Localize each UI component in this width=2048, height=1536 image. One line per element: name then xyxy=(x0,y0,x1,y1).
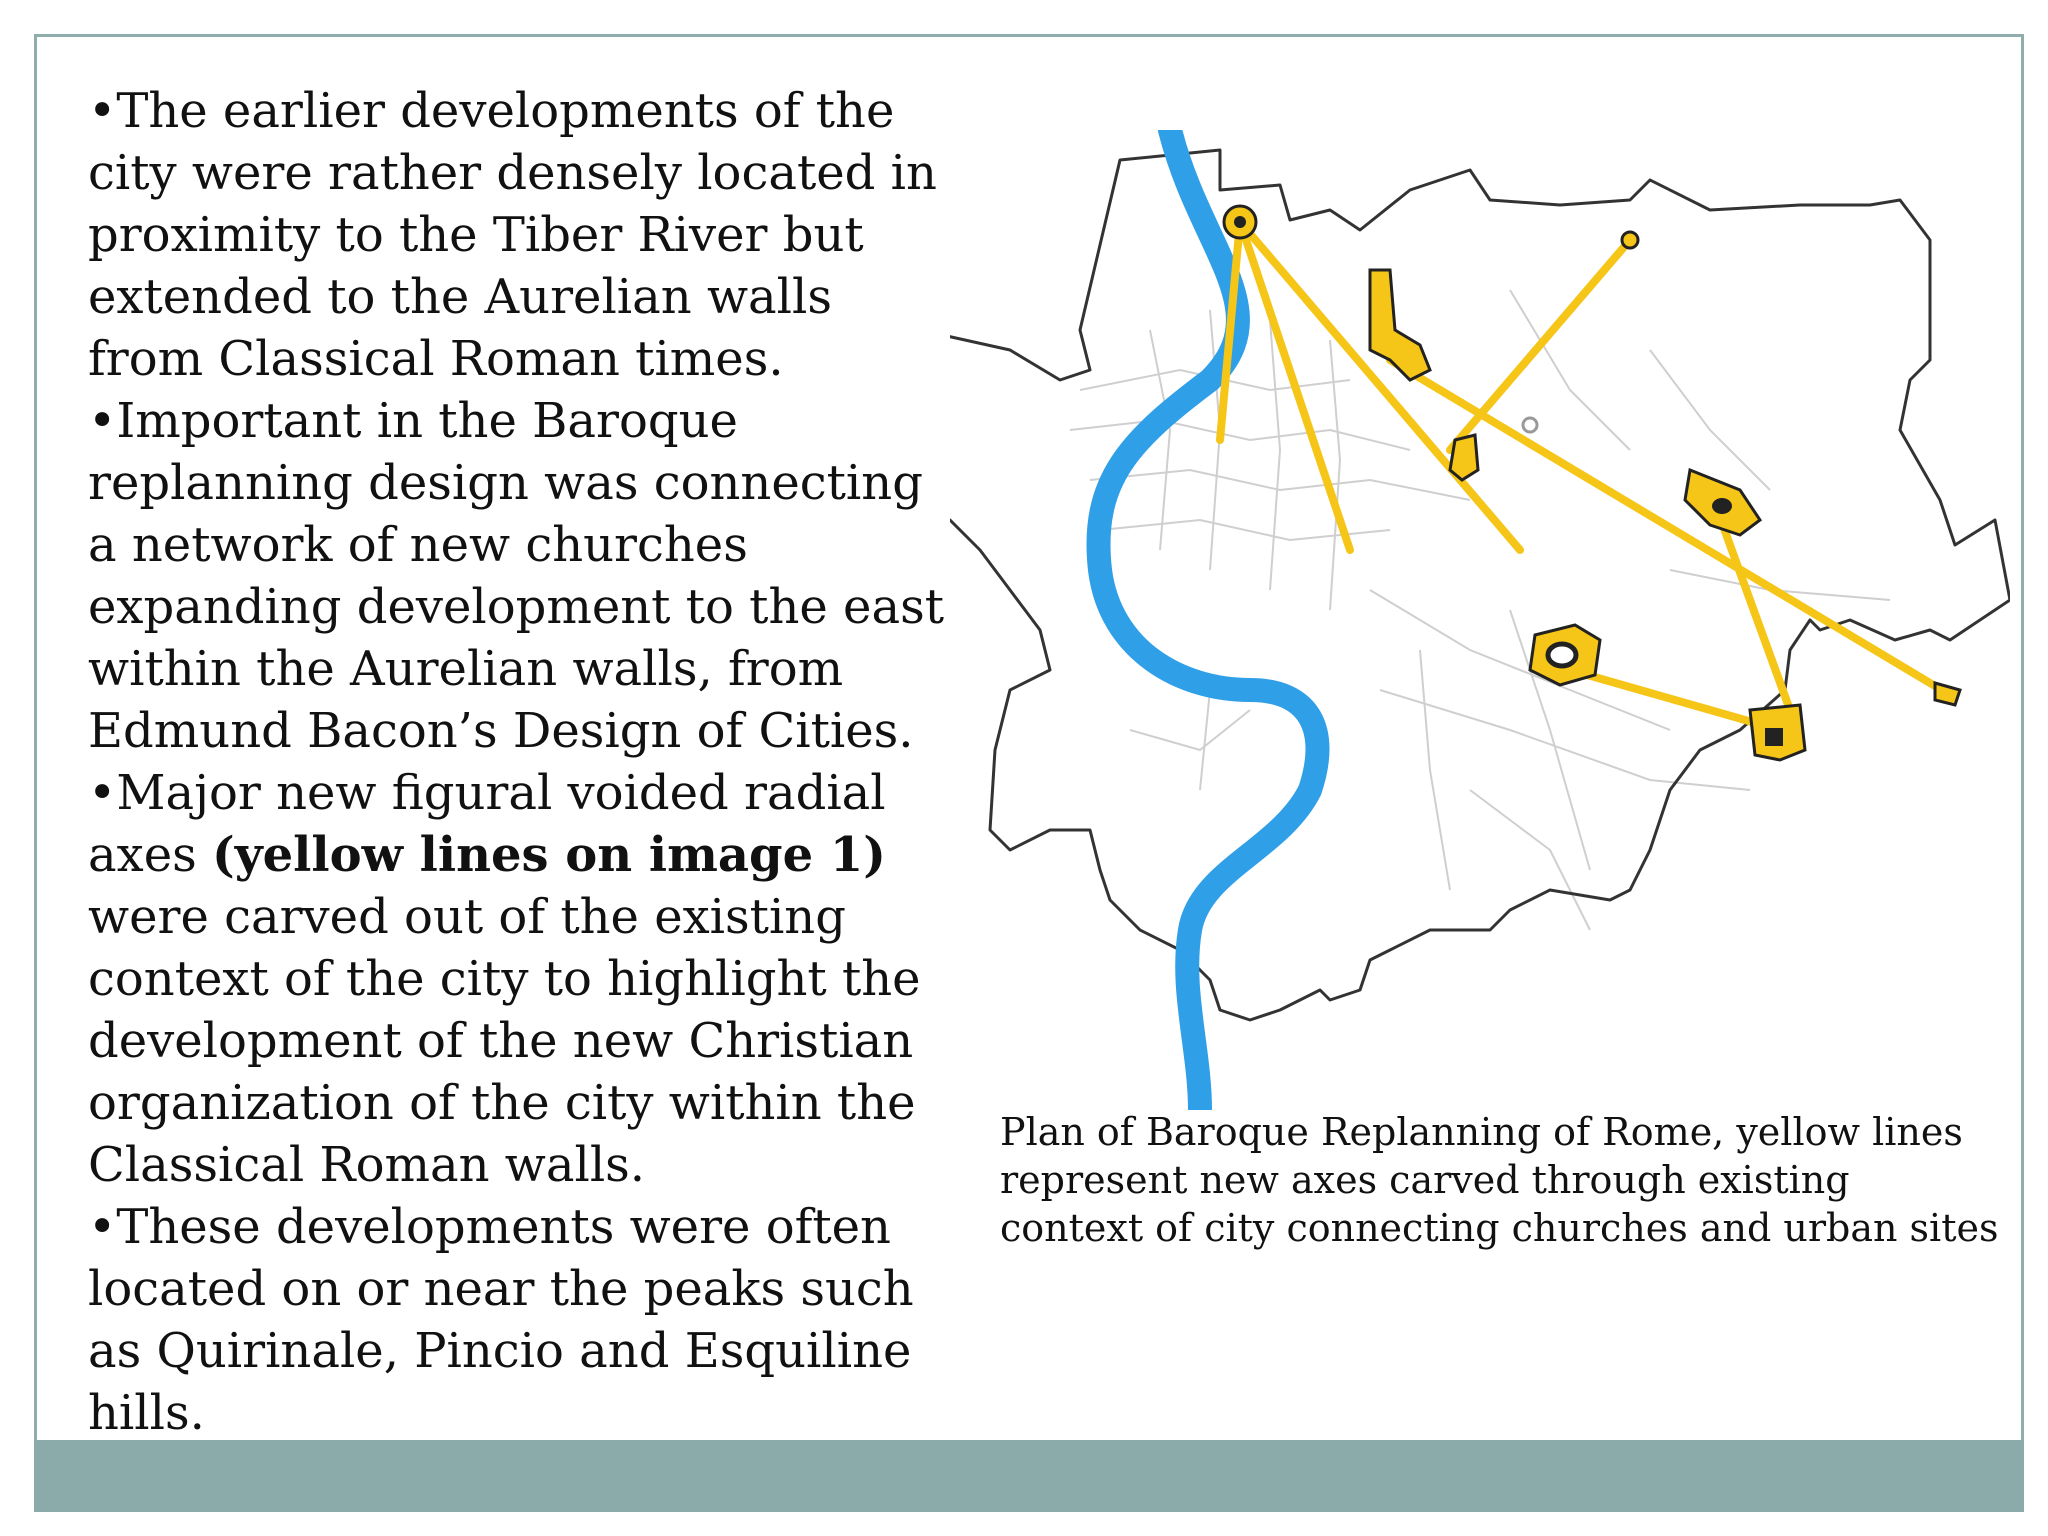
spanish-steps-marker xyxy=(1370,270,1430,380)
bullet-3-text-end: were carved out of the existing context of the city to highlight the development of the new Christian organization of the city within the Classical Roman walls. xyxy=(88,889,921,1193)
footer-band xyxy=(34,1440,2024,1512)
axis-5 xyxy=(1450,240,1630,450)
bullet-3 xyxy=(88,762,948,1196)
axis-7 xyxy=(1570,670,1780,730)
north-gate-marker xyxy=(1622,232,1638,248)
bullet-2: •Important in the Baroque replanning design was connecting a network of new churches expanding development to the east within the Aurelian walls, from Edmund Bacon’s Design of Cities. xyxy=(88,393,944,759)
bullet-4: •These developments were often located on or near the peaks such as Quirinale, Pincio and Esquiline hills. xyxy=(88,1199,914,1441)
quirinale-marker xyxy=(1450,435,1478,480)
bullet-3-emphasis: (yellow lines on image 1) xyxy=(211,827,886,883)
santa-croce-marker xyxy=(1935,683,1960,705)
bullet-list xyxy=(88,80,948,1444)
map-caption: Plan of Baroque Replanning of Rome, yellow lines represent new axes carved through existing context of city connecting churches and urban sites xyxy=(1000,1110,1999,1250)
bullet-3-text-start: •Major new figural voided radial axes xyxy=(88,765,886,883)
axes-crossing-marker xyxy=(1523,418,1537,432)
rome-plan-map xyxy=(950,130,2010,1110)
bullet-1: •The earlier developments of the city were rather densely located in proximity to the Tiber River but extended to the Aurelian walls from Classical Roman times. xyxy=(88,83,937,387)
axis-4 xyxy=(1390,360,1950,695)
